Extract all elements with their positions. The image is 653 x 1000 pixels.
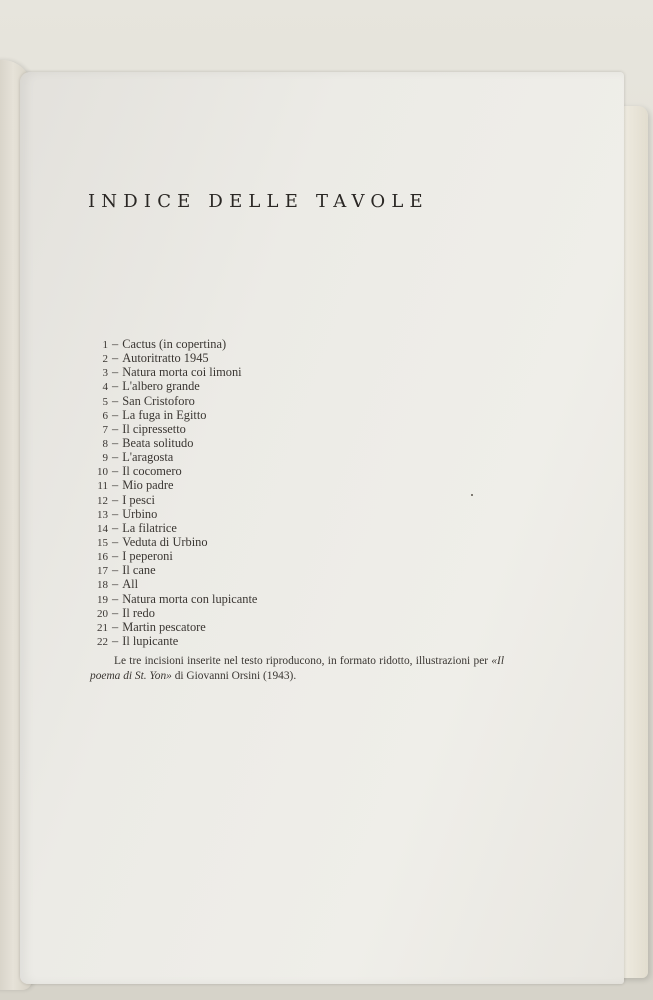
plate-title: San Cristoforo [122, 393, 195, 408]
plate-dash: – [112, 435, 119, 450]
plate-number: 8 [102, 437, 108, 450]
note-text-after: di Giovanni Orsini (1943). [171, 670, 297, 682]
plate-list-item [92, 592, 257, 606]
plate-title: Beata solitudo [122, 435, 194, 450]
plate-list-item [92, 507, 257, 521]
plate-dash: – [112, 506, 119, 521]
plate-list-item [92, 634, 257, 648]
plate-number: 2 [102, 353, 108, 366]
plate-list-item [92, 394, 257, 408]
plate-title: Il redo [122, 605, 155, 620]
note-text-before: Le tre incisioni inserite nel testo riproducono, in formato ridotto, illustrazioni per [114, 655, 492, 667]
plate-dash: – [112, 421, 119, 436]
plate-title: Mio padre [122, 478, 174, 493]
plate-dash: – [112, 534, 119, 549]
plate-list-item [92, 535, 257, 549]
plate-number: 5 [102, 395, 108, 408]
plate-title: Martin pescatore [122, 619, 206, 634]
plates-list [92, 337, 257, 648]
plate-title: I pesci [122, 492, 155, 507]
plate-list-item [92, 337, 257, 351]
plate-list-item [92, 365, 257, 379]
plate-list-item [92, 577, 257, 591]
plate-number: 9 [102, 452, 108, 465]
plate-number: 19 [97, 593, 108, 606]
plate-list-item [92, 351, 257, 365]
plate-title: Veduta di Urbino [122, 534, 208, 549]
plate-dash: – [112, 633, 119, 648]
plate-dash: – [112, 563, 119, 578]
plate-list-item [92, 620, 257, 634]
plate-dash: – [112, 520, 119, 535]
plate-dash: – [112, 605, 119, 620]
plate-number: 3 [102, 367, 108, 380]
plate-list-item [92, 422, 257, 436]
plate-number: 15 [97, 536, 108, 549]
plate-list-item [92, 478, 257, 492]
engravings-note [90, 654, 504, 684]
plate-title: Autoritratto 1945 [122, 351, 209, 366]
plate-number: 22 [97, 635, 108, 648]
plate-title: La filatrice [122, 520, 177, 535]
plate-dash: – [112, 549, 119, 564]
plate-dash: – [112, 478, 119, 493]
plate-number: 21 [97, 621, 108, 634]
plate-list-item [92, 549, 257, 563]
plate-dash: – [112, 407, 119, 422]
plate-title: Il cocomero [122, 464, 182, 479]
plate-dash: – [112, 619, 119, 634]
plate-title: Natura morta con lupicante [122, 591, 258, 606]
plate-number: 11 [97, 480, 108, 493]
plate-number: 20 [97, 607, 108, 620]
plate-title: All [122, 577, 139, 592]
plate-dash: – [112, 337, 119, 351]
plate-number: 6 [102, 409, 108, 422]
plate-dash: – [112, 464, 119, 479]
note-work-title: «Il poema di St. Yon» [90, 655, 504, 682]
plate-number: 18 [97, 579, 108, 592]
plate-dash: – [112, 450, 119, 465]
plate-title: Il cipressetto [122, 421, 186, 436]
plate-title: Urbino [122, 506, 158, 521]
plate-list-item [92, 464, 257, 478]
plate-title: Natura morta coi limoni [122, 365, 242, 380]
plate-number: 7 [102, 423, 108, 436]
plate-title: Il lupicante [122, 633, 179, 648]
page-title: INDICE DELLE TAVOLE [88, 191, 429, 212]
plate-title: Cactus (in copertina) [122, 337, 227, 351]
plate-list-item [92, 450, 257, 464]
plate-list-item [92, 563, 257, 577]
paper-speck [471, 494, 473, 496]
plate-title: La fuga in Egitto [122, 407, 207, 422]
plate-list-item [92, 606, 257, 620]
plate-number: 16 [97, 551, 108, 564]
plate-list-item [92, 521, 257, 535]
plate-dash: – [112, 351, 119, 366]
plate-number: 17 [97, 565, 108, 578]
plate-dash: – [112, 365, 119, 380]
plate-list-item [92, 436, 257, 450]
plate-dash: – [112, 591, 119, 606]
plate-dash: – [112, 492, 119, 507]
plate-title: L'albero grande [122, 379, 200, 394]
plate-title: L'aragosta [122, 450, 174, 465]
plate-dash: – [112, 393, 119, 408]
plate-number: 10 [97, 466, 108, 479]
plate-list-item [92, 379, 257, 393]
plate-number: 12 [97, 494, 108, 507]
plate-dash: – [112, 577, 119, 592]
plate-number: 4 [102, 381, 108, 394]
plate-number: 1 [102, 339, 108, 351]
plate-list-item [92, 408, 257, 422]
plate-number: 14 [97, 522, 108, 535]
plate-title: Il cane [122, 563, 156, 578]
plate-title: I peperoni [122, 549, 173, 564]
plate-list-item [92, 493, 257, 507]
plate-dash: – [112, 379, 119, 394]
plate-number: 13 [97, 508, 108, 521]
